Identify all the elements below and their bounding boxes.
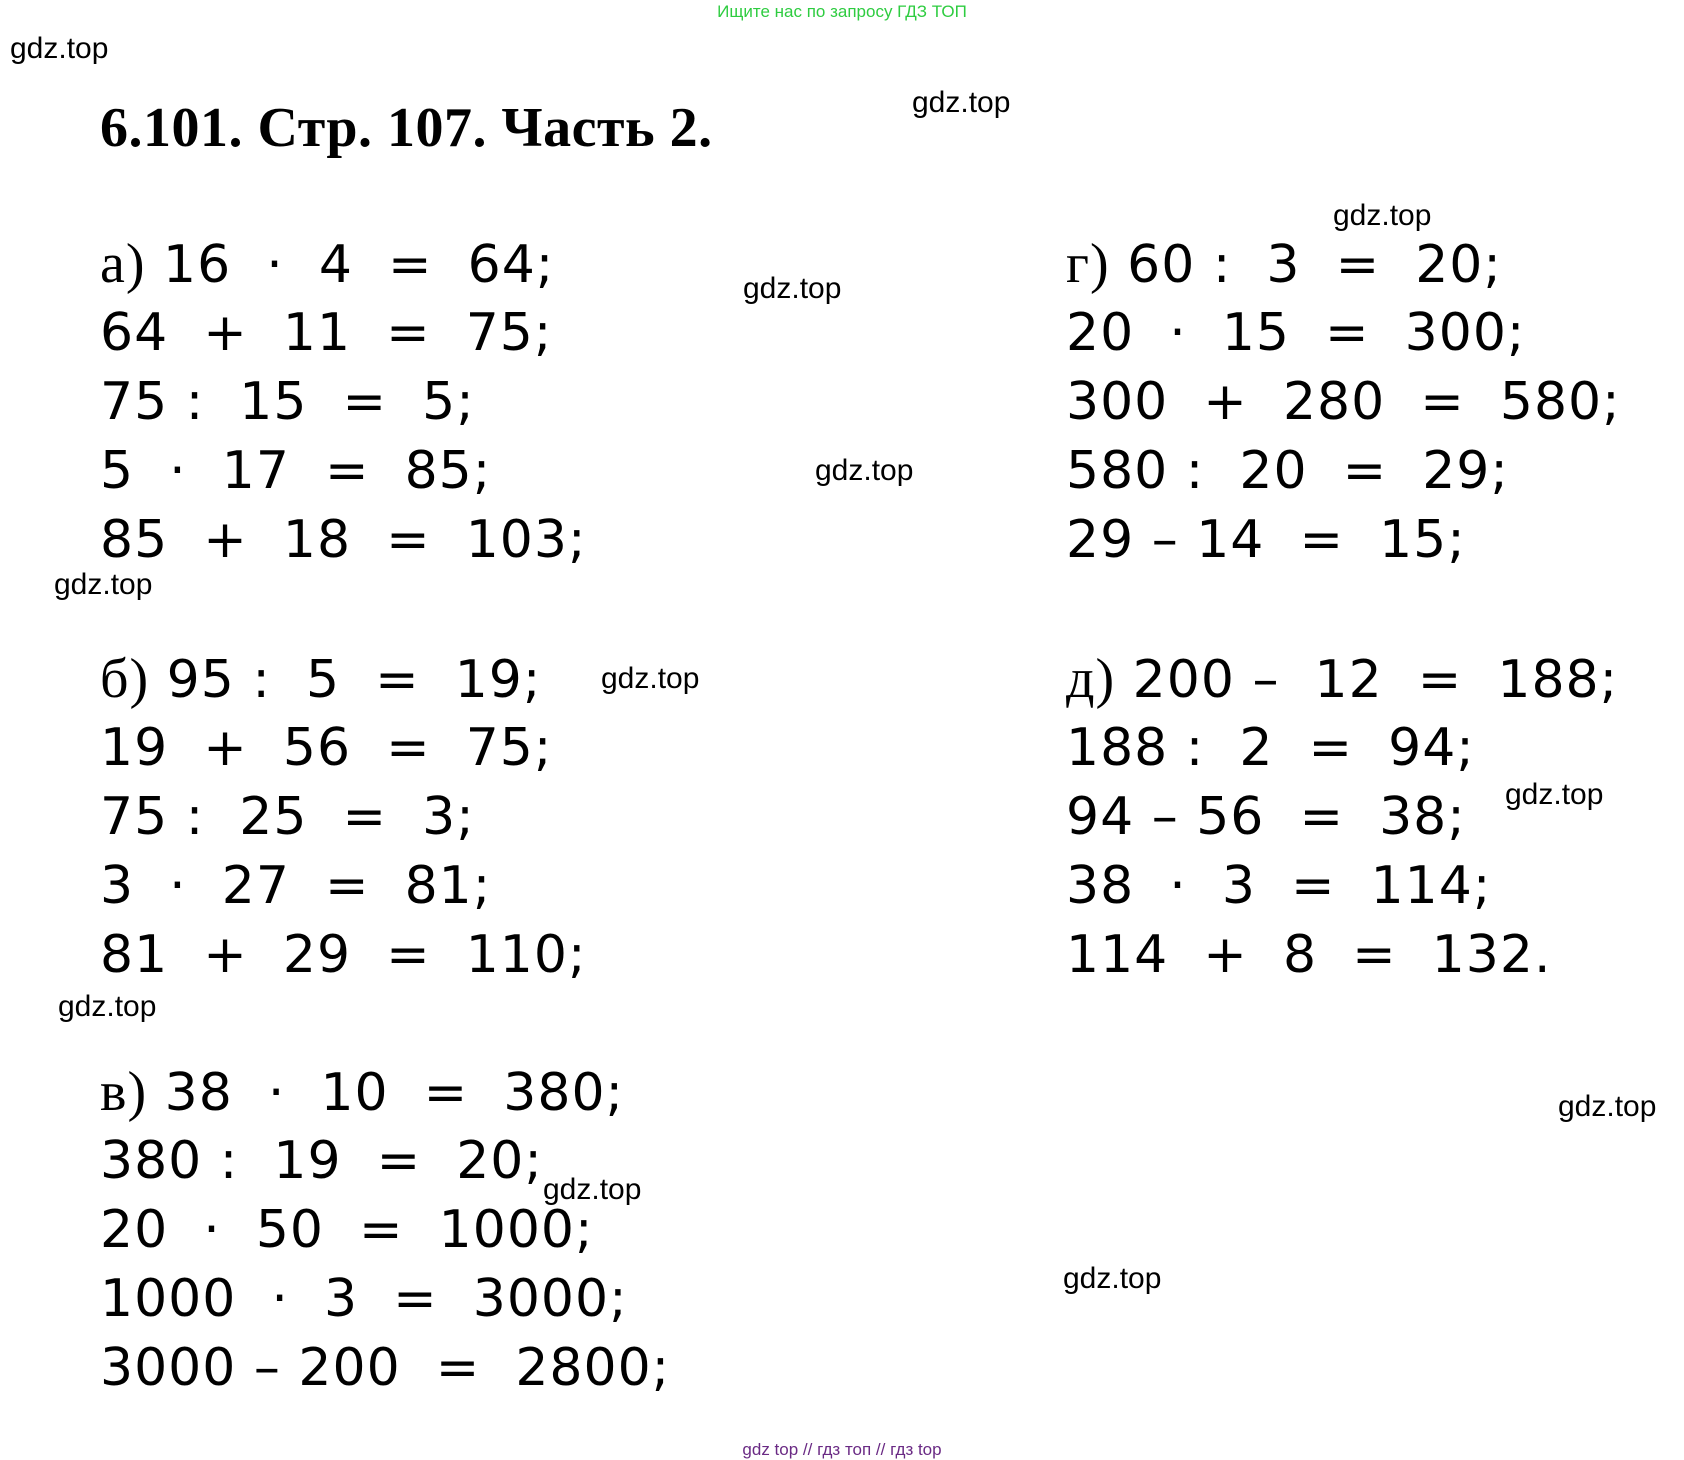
watermark: gdz.top	[54, 568, 153, 601]
equation: 38 · 10 = 380;	[164, 1063, 625, 1123]
equation-line: 94 – 56 = 38;	[1066, 787, 1466, 847]
equation: 16 · 4 = 64;	[163, 235, 555, 295]
watermark: gdz.top	[815, 454, 914, 487]
search-banner[interactable]: Ищите нас по запросу ГДЗ ТОП	[717, 2, 967, 21]
equation: 95 : 5 = 19;	[166, 650, 542, 710]
equation-line	[1066, 645, 1618, 714]
solution-block-d	[1066, 645, 1618, 990]
equation-line: 20 · 50 = 1000;	[100, 1200, 594, 1260]
equation-line: 20 · 15 = 300;	[1066, 303, 1526, 363]
equation-line: 19 + 56 = 75;	[100, 718, 553, 778]
equation-line	[100, 1058, 670, 1127]
equation-line: 1000 · 3 = 3000;	[100, 1269, 628, 1329]
footer-links[interactable]: gdz top // гдз топ // гдз top	[742, 1440, 942, 1459]
item-label: д)	[1066, 648, 1116, 710]
equation-line: 5 · 17 = 85;	[100, 441, 492, 501]
watermark: gdz.top	[601, 662, 700, 695]
watermark: gdz.top	[743, 272, 842, 305]
item-label: б)	[100, 648, 150, 710]
watermark: gdz.top	[58, 990, 157, 1023]
equation-line: 3000 – 200 = 2800;	[100, 1338, 671, 1398]
equation-line: 300 + 280 = 580;	[1066, 372, 1621, 432]
watermark: gdz.top	[543, 1173, 642, 1206]
item-label: в)	[100, 1061, 148, 1123]
equation-line: 38 · 3 = 114;	[1066, 856, 1492, 916]
watermark: gdz.top	[10, 32, 109, 65]
watermark: gdz.top	[1558, 1090, 1657, 1123]
solution-block-b	[100, 645, 586, 990]
item-label: г)	[1066, 233, 1110, 295]
watermark: gdz.top	[1505, 778, 1604, 811]
item-label: а)	[100, 233, 146, 295]
equation-line: 85 + 18 = 103;	[100, 510, 587, 570]
solution-block-g	[1066, 230, 1621, 575]
equation-line: 29 – 14 = 15;	[1066, 510, 1466, 570]
equation-line: 188 : 2 = 94;	[1066, 718, 1475, 778]
page-title: 6.101. Стр. 107. Часть 2.	[100, 97, 713, 159]
equation-line	[100, 645, 586, 714]
equation-line: 3 · 27 = 81;	[100, 856, 492, 916]
equation-line: 580 : 20 = 29;	[1066, 441, 1509, 501]
equation-line: 64 + 11 = 75;	[100, 303, 553, 363]
equation-line: 81 + 29 = 110;	[100, 925, 587, 985]
solution-block-a	[100, 230, 586, 575]
watermark: gdz.top	[912, 86, 1011, 119]
equation-line: 114 + 8 = 132.	[1066, 925, 1552, 985]
solution-block-v	[100, 1058, 670, 1403]
equation-line: 75 : 25 = 3;	[100, 787, 475, 847]
equation-line: 75 : 15 = 5;	[100, 372, 475, 432]
watermark: gdz.top	[1333, 199, 1432, 232]
equation: 60 : 3 = 20;	[1127, 235, 1502, 295]
watermark: gdz.top	[1063, 1262, 1162, 1295]
equation-line: 380 : 19 = 20;	[100, 1131, 543, 1191]
equation-line	[100, 230, 586, 299]
equation-line	[1066, 230, 1621, 299]
equation: 200 – 12 = 188;	[1132, 650, 1619, 710]
